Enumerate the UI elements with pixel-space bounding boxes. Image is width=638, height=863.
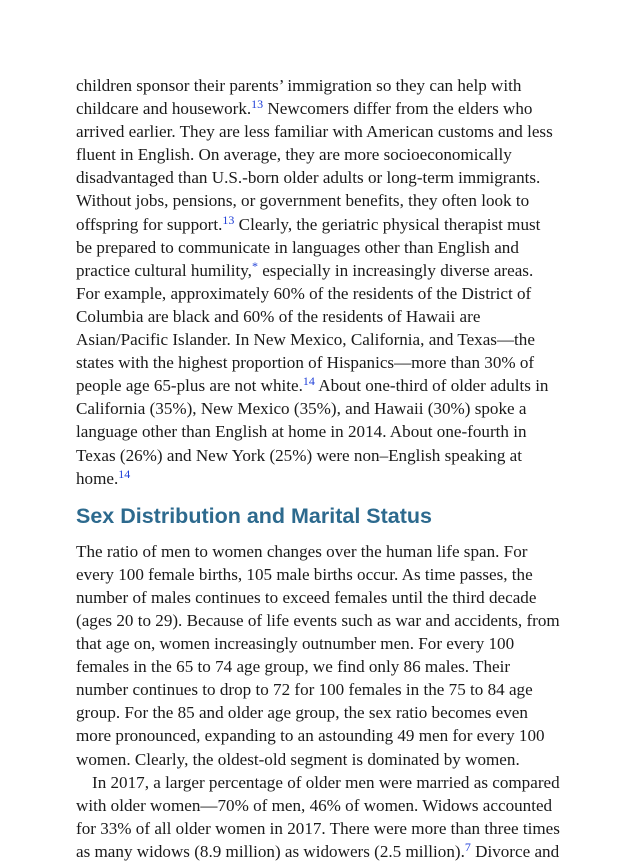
text-line: [76, 563, 576, 586]
text-line: [76, 397, 576, 420]
text-run: The ratio of men to women changes over the human life span. For: [76, 541, 528, 561]
text-line: [76, 771, 576, 794]
text-run: Columbia are black and 60% of the residents of Hawaii are: [76, 306, 481, 326]
text-line: [76, 74, 576, 97]
text-run: more pronounced, expanding to an astounding 49 men for every 100: [76, 726, 545, 746]
text-line: [76, 351, 576, 374]
text-line: [76, 189, 576, 212]
text-run: Newcomers differ from the elders who: [263, 99, 533, 119]
text-run: childcare and housework.: [76, 99, 252, 119]
text-line: [76, 282, 576, 305]
text-run: practice cultural humility,: [76, 260, 252, 280]
text-run: home.: [76, 468, 119, 488]
text-run: Divorce and: [470, 841, 560, 861]
footnote-link[interactable]: 7: [464, 839, 471, 854]
text-line: [76, 143, 576, 166]
text-line: [76, 213, 576, 236]
text-line: [76, 328, 576, 351]
text-run: group. For the 85 and older age group, the sex ratio becomes even: [76, 703, 528, 723]
text-line: [76, 236, 576, 259]
text-line: [76, 540, 576, 563]
text-run: Asian/Pacific Islander. In New Mexico, California, and Texas—the: [76, 330, 535, 350]
paragraph-sex-ratio: [76, 540, 576, 771]
footnote-link[interactable]: 13: [222, 212, 235, 227]
document-page: [76, 74, 576, 863]
text-run: for 33% of all older women in 2017. There were more than three times: [76, 818, 560, 838]
text-line: [76, 701, 576, 724]
text-line: [76, 259, 576, 282]
text-run: number of males continues to exceed females until the third decade: [76, 587, 537, 607]
text-line: [76, 609, 576, 632]
text-run: Without jobs, pensions, or government benefits, they often look to: [76, 191, 530, 211]
glossary-link[interactable]: *: [251, 258, 258, 273]
text-run: number continues to drop to 72 for 100 females in the 75 to 84 age: [76, 680, 533, 700]
text-line: [76, 840, 576, 863]
text-run: For example, approximately 60% of the residents of the District of: [76, 283, 532, 303]
text-run: About one-third of older adults in: [314, 376, 549, 396]
text-line: [76, 632, 576, 655]
text-line: [76, 748, 576, 771]
text-line: [76, 120, 576, 143]
footnote-link[interactable]: 14: [302, 374, 315, 389]
text-run: every 100 female births, 105 male births occur. As time passes, the: [76, 564, 533, 584]
text-line: [76, 166, 576, 189]
text-run: people age 65-plus are not white.: [76, 376, 303, 396]
text-line: [76, 794, 576, 817]
text-line: [76, 817, 576, 840]
text-run: Clearly, the geriatric physical therapist must: [234, 214, 541, 234]
text-run: children sponsor their parents’ immigration so they can help with: [76, 76, 522, 95]
text-run: language other than English at home in 2014. About one-fourth in: [76, 422, 527, 442]
paragraph-marital-status: [76, 771, 576, 863]
text-run: fluent in English. On average, they are more socioeconomically: [76, 145, 512, 165]
text-line: [76, 444, 576, 467]
text-run: In 2017, a larger percentage of older men were married as compared: [92, 772, 560, 792]
text-run: as many widows (8.9 million) as widowers (2.5 million).: [76, 841, 465, 861]
text-run: arrived earlier. They are less familiar with American customs and less: [76, 122, 553, 142]
text-line: [76, 724, 576, 747]
section-heading: Sex Distribution and Marital Status: [76, 503, 432, 528]
text-run: be prepared to communicate in languages other than English and: [76, 237, 519, 257]
text-run: especially in increasingly diverse areas.: [257, 260, 534, 280]
text-line: [76, 420, 576, 443]
text-run: offspring for support.: [76, 214, 223, 234]
text-run: disadvantaged than U.S.-born older adults or long-term immigrants.: [76, 168, 541, 188]
text-run: California (35%), New Mexico (35%), and Hawaii (30%) spoke a: [76, 399, 527, 419]
text-run: women. Clearly, the oldest-old segment is dominated by women.: [76, 749, 520, 769]
text-line: [76, 655, 576, 678]
text-run: states with the highest proportion of Hispanics—more than 30% of: [76, 353, 535, 373]
paragraph-immigration: [76, 74, 576, 490]
text-line: [76, 305, 576, 328]
text-line: [76, 467, 576, 490]
footnote-link[interactable]: 13: [251, 97, 264, 112]
text-line: [76, 678, 576, 701]
text-run: Texas (26%) and New York (25%) were non–English speaking at: [76, 445, 522, 465]
text-run: (ages 20 to 29). Because of life events such as war and accidents, from: [76, 610, 560, 630]
text-run: females in the 65 to 74 age group, we find only 86 males. Their: [76, 657, 511, 677]
text-run: that age on, women increasingly outnumber men. For every 100: [76, 634, 515, 654]
text-line: [76, 586, 576, 609]
text-line: [76, 374, 576, 397]
footnote-link[interactable]: 14: [118, 466, 131, 481]
text-run: with older women—70% of men, 46% of women. Widows accounted: [76, 795, 553, 815]
text-line: [76, 97, 576, 120]
